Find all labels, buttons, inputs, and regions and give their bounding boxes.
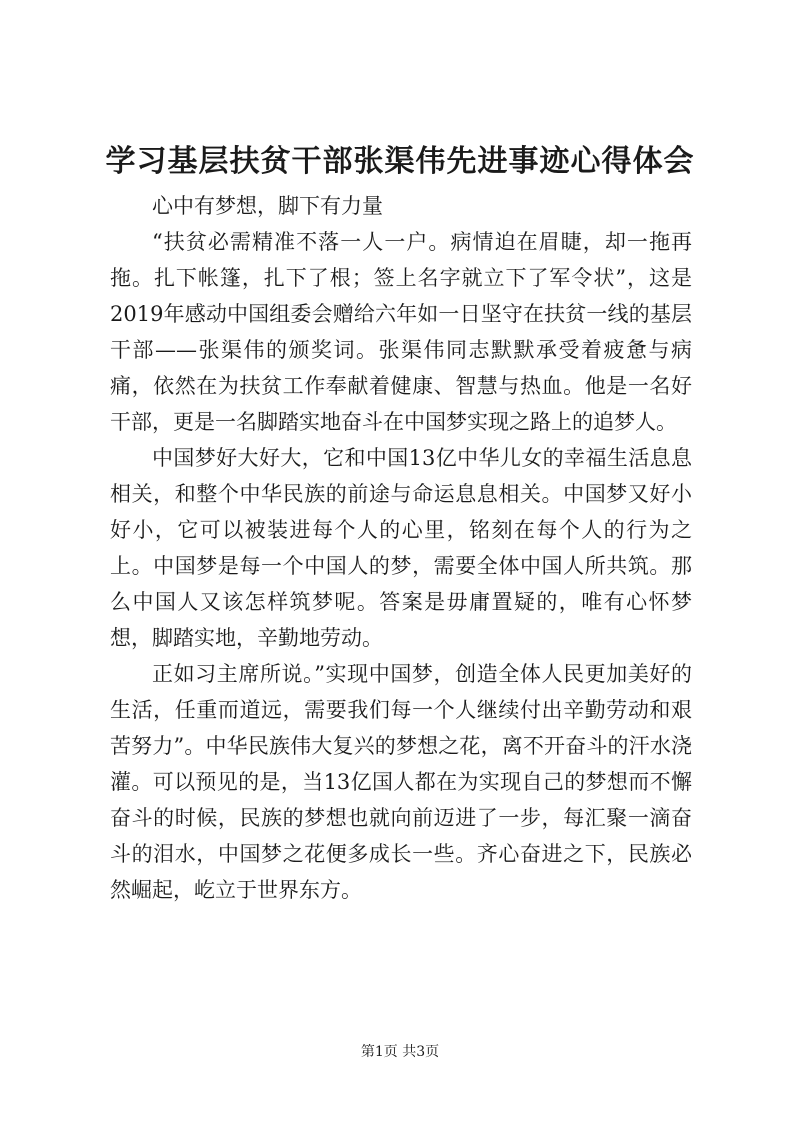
document-subheading: 心中有梦想，脚下有力量 <box>152 194 383 218</box>
page-footer: 第1页 共3页 <box>360 1044 440 1060</box>
paragraph-3: 正如习主席所说。”实现中国梦，创造全体人民更加美好的生活，任重而道远，需要我们每一个人继续付出辛勤劳动和艰苦努力”。中华民族伟大复兴的梦想之花，离不开奋斗的汗水浇灌。可以预见的是，当13亿国人都在为实现自己的梦想而不懈奋斗的时候，民族的梦想也就向前迈进了一步，每汇聚一滴奋斗的泪水，中国梦之花便多成长一些。齐心奋进之下，民族必然崛起，屹立于世界东方。 <box>110 662 692 902</box>
paragraph-2: 中国梦好大好大，它和中国13亿中华儿女的幸福生活息息相关，和整个中华民族的前途与命运息息相关。中国梦又好小好小，它可以被装进每个人的心里，铭刻在每个人的行为之上。中国梦是每一个中国人的梦，需要全体中国人所共筑。那么中国人又该怎样筑梦呢。答案是毋庸置疑的，唯有心怀梦想，脚踏实地，辛勤地劳动。 <box>110 446 692 650</box>
paragraph-1: “扶贫必需精准不落一人一户。病情迫在眉睫，却一拖再拖。扎下帐篷，扎下了根；签上名字就立下了军令状”，这是2019年感动中国组委会赠给六年如一日坚守在扶贫一线的基层干部——张渠伟的颁奖词。张渠伟同志默默承受着疲惫与病痛，依然在为扶贫工作奉献着健康、智慧与热血。他是一名好干部，更是一名脚踏实地奋斗在中国梦实现之路上的追梦人。 <box>110 230 692 434</box>
document-title: 学习基层扶贫干部张渠伟先进事迹心得体会 <box>105 144 695 179</box>
document-body <box>110 188 692 908</box>
